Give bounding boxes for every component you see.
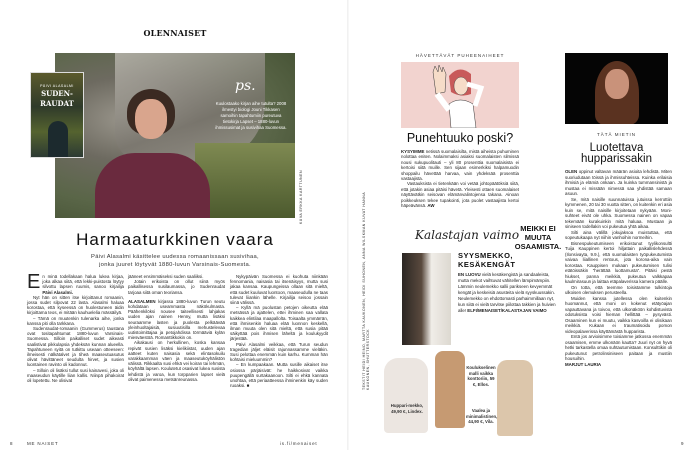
para: kirjassa 1880-luvun Turun seutu kohdataan useammasta näkökulmasta. Päähenkilöksi nousee taiteellisesti lahjakas uuden ajan nainen Henny, mutta lisäksi seuraamme lasten ja puolesta pelkäävää yleinhuoltajaisiä, susiuutisilla mehustelevaa uutistoimittajaa ja petojahdissa törmääviä kylän miesväestöä. Romanttikkokin on. xyxy=(128,298,225,341)
page-gutter xyxy=(347,0,349,450)
knit-dress-product xyxy=(435,351,465,428)
book-title-2: RAUDAT xyxy=(40,98,74,108)
photo-credit: KUVA ERKKA KARTTUNEN xyxy=(299,170,303,225)
hoodie-dress-product xyxy=(384,358,428,433)
photo-quote: Kuulostaako kirjan aihe tutulta? 2008 ilmestyi biologi Jouni Tikkasen samoihin tapahtumiin pureutuva tietokirja Lapset – 1880-luvun ihmissusimat ja susivihaa Suomessa. xyxy=(215,101,287,130)
para: netissä suomalaisilta, mistä aiheista puhuminen nolottaa eniten. Nolaimmaksi asiaksi suomalaisten silmissä nousi sukupuolitauti – yli 80 prosenttia suomalaisista ei kertoisi siitä muille. Sen sijaan esimerkiksi halpamuodin shoppailu hävettää harvaa, vain yhdeksää prosenttia vastaajista. xyxy=(401,149,519,182)
source: ELFI/MENAISET/KALASTAJAN VAIMO xyxy=(467,308,547,313)
page-number-right: 9 xyxy=(681,441,685,446)
photo-sweater xyxy=(95,153,210,218)
pull-quote: MEIKKI EI MUUTA OSAAMISTA. xyxy=(514,224,562,251)
poll-body xyxy=(401,149,519,208)
para: Vastauksista ei tietenkään voi vetää johtopäätöksiä siitä, että jotakin asiaa pitäisi hävetä. Yleisesti ottaen suomalaiset näyttävätkin seisovan elämänvalintojensa takana. Ainoan poikkeuksen tekee tupakointi, jota puolet vastaajista kertoi häpeävänsä. xyxy=(401,181,519,209)
title-line: SYYSMEKKO, xyxy=(458,251,514,260)
book-figure xyxy=(48,121,68,157)
subtitle xyxy=(40,254,310,269)
section-title: OLENNAISET xyxy=(143,28,207,38)
photo-face xyxy=(135,99,167,139)
para: Päivi Alasalmi veikkaa, että Turun seudun tragedian jäljet eläisit rajunnassamme vieläkin. Susi pelottaa enemmän kuin karhu. Kumman hän kohtaisi mieluummin? xyxy=(230,341,328,363)
para: Jotain erikoista on ollut siinä myös paikallisessa susilaumassa, jo Sudenraudat tarjoaa siitä oman teoriansa. xyxy=(128,279,225,295)
product-caption: Huppari-mekko, 49,90 €, Lindex. xyxy=(390,403,424,414)
article-column-1 xyxy=(27,271,124,384)
magazine-name: ME NAISET xyxy=(27,441,59,446)
para: Sudenraudat-romaanin (Gummerus) taustana ovat tositapahtumat 1880-luvun Varsinais-Suomessa. Silloin paikalliset sudet aikeasti saalistivat pikkulapsia yhdeksän kunnan alueella. Tapahtuneen syitä on tutkittu useaan otteeseen: ilmeisesti nälkätalvet ja tiheä maaseutuasutus olivat hävittäneet seudulta hirvet, ja susien luontainen ravinto oli kadonnut. xyxy=(27,326,124,368)
book-cover xyxy=(30,72,84,158)
para: Nykypäivän Suomessa ei kuohuta niinkään fennomania, naisasia tai itsenäisyys, mutta susi jakaa kansaa. Kaupungeissa ollaan sitä mieltä, että sudet kuuluvat luontoon, maaseudulla ne taas tulevat liiankin lähelle. Kirjailija seisoo jossain siinä välissä. xyxy=(230,274,328,306)
para: On totta, että teemme toisistamme tulkintoja ulkoisen olemuksen perusteella. xyxy=(565,284,672,295)
lead-word: EN LUOVU xyxy=(458,272,481,277)
ps-mark: ps. xyxy=(235,78,256,94)
author-photo xyxy=(55,53,295,218)
para: Aikakausi on herkullinen, koska kansaa repivät susien lisäksi kielikiistat, uuden ajan aatteet kuten naisasia sekä elintasokuilu varakkaamman väen ja maaseutuköyhälistön välissä. Rikkaalta susi ehkä vei koiran tai lehmän, köyhältä lapsen. Koulutetut osasivat lukea susista lehdistä ja varoa, kun torpparien lapset vielä olivat paimenessa metsänreunassa. xyxy=(128,340,225,382)
magazine-url[interactable]: is.fi/menaiset xyxy=(280,441,318,446)
subtitle-line: Päivi Alasalmi käsittelee uudessa romaanissaan susivihaa, xyxy=(91,254,259,260)
para: Se, mitä naisille suunnatuissa jutuissa kerrottiin kymmenen, 20 tai 30 vuotta sitten, on kuitenkin eri asia kuin se, mitä naisille kirjoitetaan nykyään. Moni-suhteet eivät ole uhka. Suomessa nainen on vapaa tekemään kurakuinkin mitä haluaa. Mustaan ja siniseen todellakin voi pukeutua yhtä aikaa. xyxy=(565,196,672,229)
beige-dress-product xyxy=(497,360,533,436)
book-title-1: SUDEN- xyxy=(41,89,73,98)
signature: MARJUT LAURIA xyxy=(565,361,602,367)
title-line: KESÄKENGÄT xyxy=(458,259,516,269)
poll-kicker: HÄVETTÄVÄT PUHEENAIHEET xyxy=(415,53,505,58)
text-photo-credits: TEKSTIT HEIDI HEINO, MARTTA KAUKONEN, HEIDI SUHONEN, ANNA WILSKMAN KUVAT HANNA KAUKONEN, SHUTTERSTOCK xyxy=(362,192,370,390)
title-line: hupparissakin xyxy=(581,153,652,165)
embarrassed-woman-illustration xyxy=(401,62,519,128)
column-kicker: TÄTÄ MIETIN xyxy=(597,132,636,137)
article-column-3 xyxy=(230,274,328,388)
photo-face xyxy=(605,69,629,99)
author-name: Päivi Alasalmi. xyxy=(42,289,73,295)
title-line: Luotettava xyxy=(589,142,644,154)
para: n minä todellakaan halua lukea kirjaa, joka alkaa siitä, että lekki-puistosta löytyy silvottu lapsen ruumis, sanoo kirjailija xyxy=(42,274,124,290)
fashion-photo xyxy=(402,253,451,345)
column-body xyxy=(565,169,672,367)
para: Entä jos arvioisimme toisiamme jatkossa enemmän osaamisen, emme ulkonäön kautta? Juuri nyt on hyvä hetki tarkastella omaa suhtautumistaan. Konsulttikin oli pukeutunut petrolinsiniseen paitaan ja mustiin housuihin. xyxy=(565,334,672,361)
woman-hand-icon xyxy=(401,62,519,128)
lead-word: OLEN xyxy=(565,169,578,174)
book-author: PÄIVI ALASALMI xyxy=(40,84,74,88)
para: Muiden kanssa jutellessa olen kuitenkin huomannut, että moni on kokenut etätyöajan vapauttavana ja toivoo, että ulkonäköön kohdistuvista odotuksista voisi hieman hellittää – pysyvästi. Osaaminen kun ei muutu, vaikka kasvoilla ei olisikaan meikkiä. Kukaan ei traumatisoidu pomon videopalaverissa käyttämästä hupparista. xyxy=(565,295,672,334)
headline: Harmaaturkkinen vaara xyxy=(76,230,274,249)
para: Silti aina välillä jokujaksoa muistuttaa, että sopeutukaapa nyt niihin vanhoihin normeihin. xyxy=(565,229,672,240)
subhead-lead: ALASALMEN xyxy=(128,298,156,304)
photo-grass xyxy=(195,143,295,218)
para: Bisnespukeutumiseen erikoistunut tyylikonsultti Tuija Kauppinen kertoi hiljattain paikallislehdessä (Ilonsivayta, 9.9.), että suomalaisten työpukeutumista vaivaa liiallinen rentous, jota korona-aika vain korostaa. Kauppisen mukaan pukeutumisen tulisi etätöissäkin "herättää luottamusta". Pitäisi pestä hiukset, panna meikkiä, pukeutua valkkapaa kaulmirasuun ja laittaa etäpalaverissa kamera päälle. xyxy=(565,240,672,284)
para: vielä kesäkengistä ja sandaaleista, mutta mekot vaihtuvat vähitellen lämpimämpiin. Lämmin neulemekko sallii parikseen kevyemmät kengät ja keskeisiä asusteita vielä syyskuussakin. Neulemekko on ehdottomasti parhaimmillaan nyt, kun siitä ei vielä tarvitse piilottaa takkien ja huivien alle! xyxy=(458,272,556,313)
fashion-title xyxy=(458,252,516,269)
product-caption: Koulukselinen malli vaikka konttoriin, 59 €, Ellos. xyxy=(466,365,496,387)
column-title xyxy=(565,143,668,165)
columnist-photo xyxy=(565,53,668,124)
para: – En kumpaakaan. Mutta susille aikaiset itse osiossa pärjäisivät: he haikkosivat vaikka puupengällä surtakaanoon. Silti ei ehkä kannata unohtaa, että periaatteessa ihminenkin käy suden ruoaksi. ■ xyxy=(230,362,328,389)
para: jääneet ensimmäiseksi suden saaliiksi. xyxy=(128,274,204,279)
para: – Silloin oli lisäksi tullut susi kainavesi, joka oli maaseudun käytille liian kallis. Niinpä pihakoirat oli lopetettu. Ne olisivat xyxy=(27,367,124,384)
lead-word: KYSYIMME xyxy=(401,149,425,154)
poll-title: Punehtuuko poski? xyxy=(406,131,514,145)
signature: AW xyxy=(427,203,435,209)
para: oppinut valtavan määrän asioita lehdistä. Miten suoriudutaan töissä ja ihmissuhteissa. Kuinka erilaisia ihmisiä ja elämiä onkaan. Ja kuinka tummansinistä ja mustaa ei missään nimessä saa yhdistää samaan asuun. xyxy=(565,169,672,196)
drop-cap: E xyxy=(27,271,41,293)
subtitle-line: jonka juuret löytyvät 1880-luvun Varsinais-Suomesta. xyxy=(99,261,251,268)
article-column-2 xyxy=(128,274,225,382)
fashion-body xyxy=(458,272,558,314)
para: Nyt hän on sitten itse kirjoittanut romaanin, jossa sudet silpovat 22 lasta. Alasalmi haluaa korostaa, että kyseessä on huolestuneen äidin kirjoittama teos, ei mitään kauhuelelia mässäilyä. xyxy=(27,294,124,316)
para: – Tämä on muutenkin tulenarka aihe, jonka kanssa piti olla tarkkana. xyxy=(27,315,124,326)
para: – Kyllä mä puolustan petojen oikeutta elää metsässä ja ajattelen, ettei ihminen saa vallata kaikkea elintilaa maapallolta. Toisaalta ymmärrän, että ihmisenkin haluaa elää luonnon keskellä, ilman muuta olen sitä mieltä, että susia pitää säikyttää pois ihmisen läheltä ja koulukyydit järjestää. xyxy=(230,305,328,342)
page-number-left: 8 xyxy=(10,441,14,446)
blog-script-title: Kalastajan vaimo xyxy=(415,228,520,242)
product-caption: Vaalea ja minimalistinen, 44,90 €, Vila. xyxy=(466,408,498,424)
